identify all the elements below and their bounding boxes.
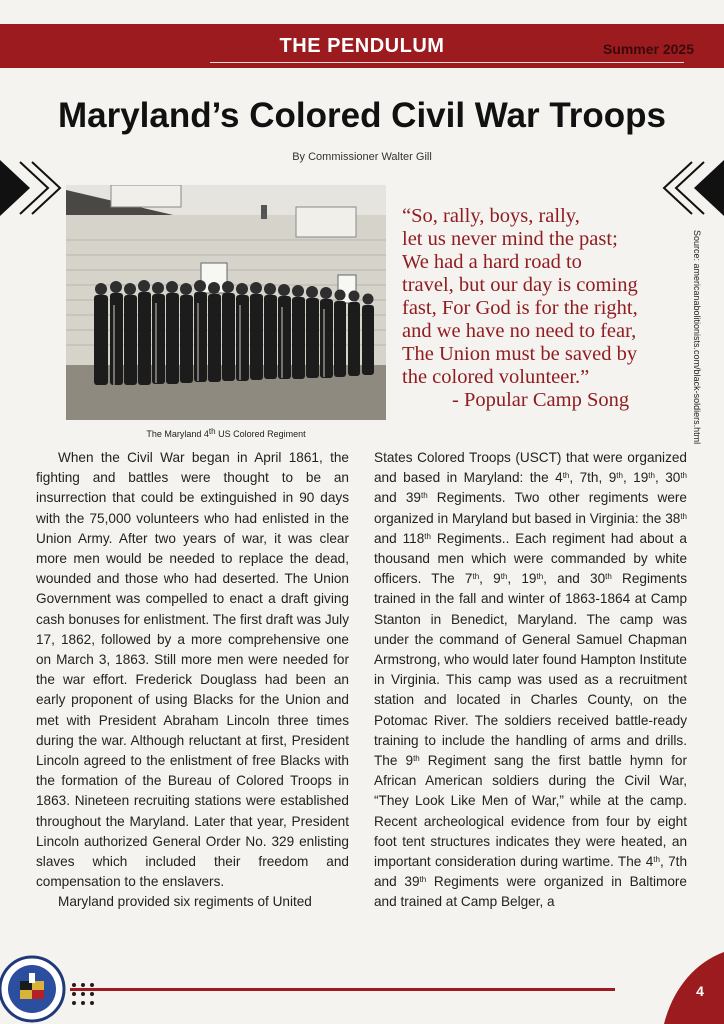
- quote-line: “So, rally, boys, rally,: [402, 205, 580, 227]
- caption-sup: th: [208, 427, 216, 436]
- quote-line: the colored volunteer.”: [402, 366, 590, 388]
- footer-rule: [70, 988, 615, 991]
- quote-attribution: - Popular Camp Song: [452, 389, 630, 411]
- article-headline: Maryland’s Colored Civil War Troops: [57, 96, 667, 135]
- quote-line: We had a hard road to: [402, 251, 582, 273]
- regiment-photo: [66, 185, 386, 420]
- camp-song-quote: [402, 205, 687, 412]
- photo-caption: [66, 429, 386, 439]
- caption-text-2: US Colored Regiment: [215, 429, 306, 439]
- article-paragraph: States Colored Troops (USCT) that were organized and based in Maryland: the 4th, 7th, 9th, 19th, 30th and 39th Regiments. Two other regiments were organized in Maryland but based in Virginia: the 38th and 118th Regiments.. Each regiment had about a thousand men which were commanded by white officers. The 7th, 9th, 19th, and 30th Regiments trained in the fall and winter of 1863-1864 at Camp Stanton in Benedict, Maryland. The camp was under the command of General Samuel Chapman Armstrong, who would later found Hampton Institute in Virginia. This camp was used as a recruitment station and located in Charles County, on the Potomac River. The soldiers received battle-ready training to include the handling of arms and drills. The 9th Regiment sang the first battle hymn for African American soldiers during the Civil War, “They Look Like Men of War,” while at the camp. Recent archeological evidence from four by eight foot tent structures indicates they were heated, an important consideration during wartime. The 4th, 7th and 39th Regiments were organized in Baltimore and trained at Camp Belger, a: [374, 450, 688, 910]
- newsletter-title: THE PENDULUM: [279, 35, 445, 57]
- quote-line: travel, but our day is coming: [402, 274, 638, 296]
- header-banner: [0, 24, 724, 68]
- source-note: Source: americanabolitionists.com/black-soldiers.html: [692, 230, 702, 445]
- article-paragraph: Maryland provided six regiments of United: [58, 894, 312, 910]
- commission-seal-logo: [0, 955, 66, 1023]
- chevron-right-decoration-icon: [0, 160, 64, 216]
- quote-line: fast, For God is for the right,: [402, 297, 638, 319]
- issue-label: Summer 2025: [602, 41, 694, 57]
- quote-line: The Union must be saved by: [402, 343, 638, 365]
- caption-text-1: The Maryland 4: [146, 429, 209, 439]
- article-paragraph: When the Civil War began in April 1861, the fighting and battles were thought to be an insurrection that could be extinguished in 90 days with the 75,000 volunteers who had enlisted in the Union Army. After two years of war, it was clear more men would be needed to replace the dead, wounded and those who had deserted. The Union Government was compelled to enact a draft giving cash bonuses for enlistment. The first draft was July 17, 1862, followed by a more comprehensive one on March 3, 1863. Still more men were needed for the war effort. Frederick Douglass had been an early proponent of using Blacks for the Union and met with President Abraham Lincoln three times during the war. Although reluctant at first, President Lincoln agreed to the enlistment of free Blacks with the formation of the Bureau of Colored Troops in 1863. Nineteen recruiting stations were established throughout the Maryland. Later that year, President Lincoln authorized General Order No. 329 enlisting slaves which included their freedom and compensation to the enslavers.: [36, 450, 349, 890]
- quote-line: and we have no need to fear,: [402, 320, 637, 342]
- quote-line: let us never mind the past;: [402, 228, 618, 250]
- page-number: 4: [696, 983, 704, 999]
- article-byline: By Commissioner Walter Gill: [292, 151, 432, 163]
- article-column-left: [36, 448, 349, 913]
- header-rule: [210, 62, 684, 63]
- article-column-right: [374, 448, 687, 913]
